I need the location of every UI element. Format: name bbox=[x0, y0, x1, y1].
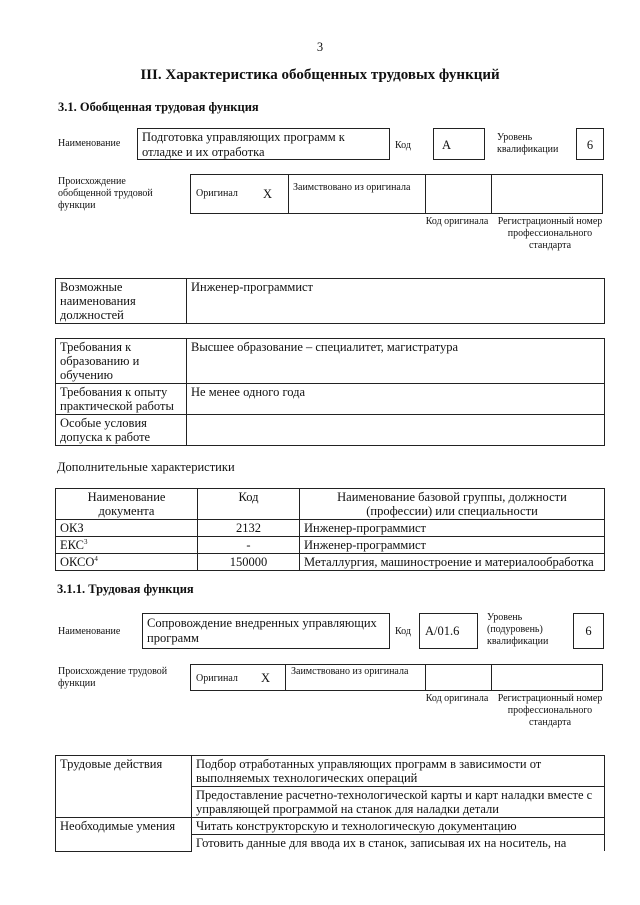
tf-origin-code-label: Код оригинала bbox=[425, 693, 489, 704]
additional-heading: Дополнительные характеристики bbox=[57, 460, 235, 474]
req-special-label: Особые условия допуска к работе bbox=[56, 415, 187, 446]
tf-level-label: Уровень (подуровень) квалификации bbox=[487, 612, 549, 647]
doc-cell: ЕКС$^3$ bbox=[56, 537, 198, 554]
gtf-level-label: Уровень квалификации bbox=[497, 132, 559, 155]
tf-original-label: Оригинал bbox=[196, 673, 238, 684]
tf-code-label: Код bbox=[395, 626, 411, 637]
positions-table bbox=[55, 278, 605, 324]
table-row bbox=[56, 415, 605, 446]
gtf-code-value: A bbox=[433, 128, 485, 160]
tf-name-value: Сопровождение внедренных управляющих программ bbox=[142, 613, 390, 649]
table-row bbox=[56, 384, 605, 415]
col-group-header: Наименование базовой группы, должности (профессии) или специальности bbox=[300, 489, 605, 520]
gtf-level-value: 6 bbox=[576, 128, 604, 160]
action-item: Подбор отработанных управляющих программ в зависимости от выполняемых технологических операций bbox=[192, 756, 605, 787]
skill-item: Готовить данные для ввода их в станок, записывая их на носитель, на bbox=[192, 835, 605, 852]
gtf-origin-table bbox=[190, 174, 603, 214]
tf-heading: 3.1.1. Трудовая функция bbox=[57, 582, 194, 596]
gtf-original-mark: X bbox=[263, 187, 273, 201]
gtf-name-label: Наименование bbox=[58, 138, 121, 149]
req-education-value: Высшее образование – специалитет, магистратура bbox=[187, 339, 605, 384]
group-cell: Инженер-программист bbox=[300, 537, 605, 554]
actions-label: Трудовые действия bbox=[56, 756, 192, 818]
table-row bbox=[56, 339, 605, 384]
positions-label: Возможные наименования должностей bbox=[56, 279, 187, 324]
tf-code-value: A/01.6 bbox=[419, 613, 478, 649]
gtf-origin-label: Происхождение обобщенной трудовой функции bbox=[58, 176, 153, 211]
table-row bbox=[56, 489, 605, 520]
tf-origin-label: Происхождение трудовой функции bbox=[58, 666, 168, 689]
col-doc-header: Наименование документа bbox=[56, 489, 198, 520]
section-title: III. Характеристика обобщенных трудовых функций bbox=[140, 67, 500, 83]
gtf-borrowed-label: Заимствовано из оригинала bbox=[293, 182, 411, 193]
req-experience-value: Не менее одного года bbox=[187, 384, 605, 415]
actions-table bbox=[55, 755, 605, 852]
tf-origin-table bbox=[190, 664, 603, 691]
table-row bbox=[56, 818, 605, 835]
tf-reg-number-label: Регистрационный номер профессионального стандарта bbox=[497, 693, 603, 728]
table-row bbox=[56, 554, 605, 571]
gtf-origin-code-label: Код оригинала bbox=[425, 216, 489, 227]
doc-cell: ОКЗ bbox=[56, 520, 198, 537]
tf-borrowed-label: Заимствовано из оригинала bbox=[291, 666, 409, 677]
page-number: 3 bbox=[316, 40, 324, 54]
code-cell: 2132 bbox=[198, 520, 300, 537]
table-row bbox=[56, 520, 605, 537]
tf-name-label: Наименование bbox=[58, 626, 121, 637]
skill-item: Читать конструкторскую и технологическую документацию bbox=[192, 818, 605, 835]
tf-level-value: 6 bbox=[573, 613, 604, 649]
additional-table bbox=[55, 488, 605, 571]
code-cell: 150000 bbox=[198, 554, 300, 571]
group-cell: Инженер-программист bbox=[300, 520, 605, 537]
code-cell: - bbox=[198, 537, 300, 554]
requirements-table bbox=[55, 338, 605, 446]
req-education-label: Требования к образованию и обучению bbox=[56, 339, 187, 384]
gtf-heading: 3.1. Обобщенная трудовая функция bbox=[58, 100, 259, 114]
table-row bbox=[56, 756, 605, 787]
gtf-reg-number-label: Регистрационный номер профессионального стандарта bbox=[497, 216, 603, 251]
group-cell: Металлургия, машиностроение и материалообработка bbox=[300, 554, 605, 571]
gtf-name-value: Подготовка управляющих программ к отладке и их отработка bbox=[137, 128, 390, 160]
tf-original-mark: X bbox=[261, 671, 271, 685]
req-experience-label: Требования к опыту практической работы bbox=[56, 384, 187, 415]
table-row bbox=[56, 537, 605, 554]
skills-label: Необходимые умения bbox=[56, 818, 192, 852]
gtf-original-label: Оригинал bbox=[196, 188, 238, 199]
doc-cell: ОКСО$^4$ bbox=[56, 554, 198, 571]
action-item: Предоставление расчетно-технологической карты и карт наладки вместе с управляющей программой на станок для наладки детали bbox=[192, 787, 605, 818]
positions-value: Инженер-программист bbox=[187, 279, 605, 324]
gtf-code-label: Код bbox=[395, 140, 411, 151]
col-code-header: Код bbox=[198, 489, 300, 520]
req-special-value bbox=[187, 415, 605, 446]
